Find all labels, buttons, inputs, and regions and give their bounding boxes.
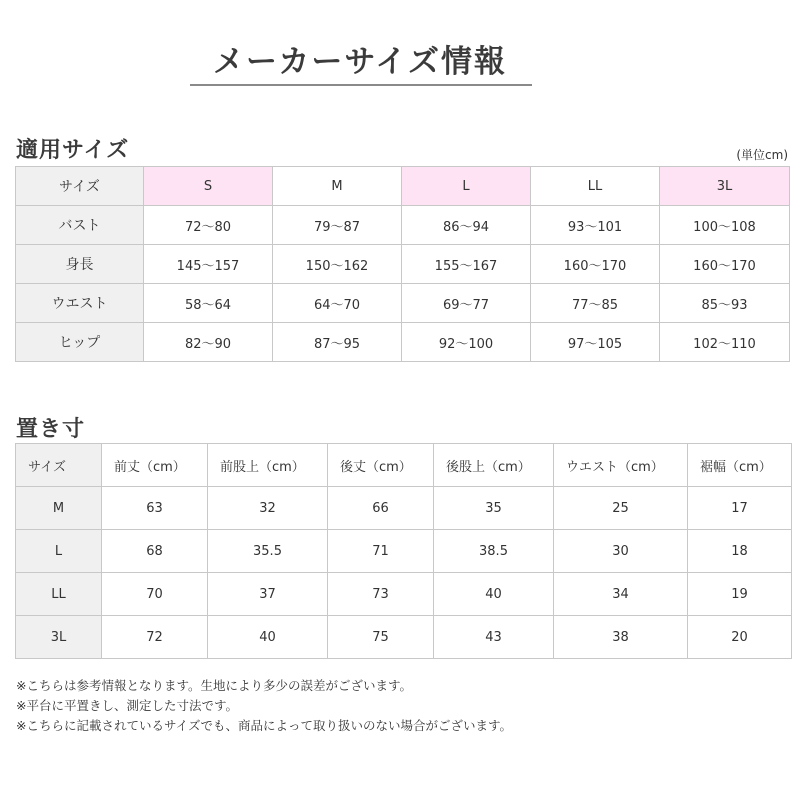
table-header-row [16, 444, 792, 487]
flat-measure-table [15, 443, 792, 659]
table-header-row [16, 167, 790, 206]
table-cell: 40 [434, 573, 554, 616]
table-cell: 82〜90 [144, 323, 273, 362]
table-cell: 73 [328, 573, 434, 616]
notes [16, 676, 512, 736]
note-line: ※こちらは参考情報となります。生地により多少の誤差がございます。 [16, 678, 412, 693]
row-label-bust: バスト [16, 206, 144, 245]
table-row [16, 573, 792, 616]
table-row [16, 245, 790, 284]
table-cell: 58〜64 [144, 284, 273, 323]
table-row [16, 487, 792, 530]
row-label-hip: ヒップ [16, 323, 144, 362]
size-l-header: L [402, 167, 531, 206]
table-cell: 155〜167 [402, 245, 531, 284]
row-size-label: L [16, 530, 102, 573]
table-cell: 64〜70 [273, 284, 402, 323]
table-row [16, 530, 792, 573]
header-cell: 前股上（cm） [208, 444, 328, 487]
fit-size-heading: 適用サイズ [16, 138, 130, 163]
row-size-label: M [16, 487, 102, 530]
size-ll-header: LL [531, 167, 660, 206]
table-cell: 102〜110 [660, 323, 790, 362]
header-cell: 後丈（cm） [328, 444, 434, 487]
table-cell: 87〜95 [273, 323, 402, 362]
table-cell: 25 [554, 487, 688, 530]
table-cell: 97〜105 [531, 323, 660, 362]
header-cell: 裾幅（cm） [688, 444, 792, 487]
page-title: メーカーサイズ情報 [213, 44, 507, 80]
table-cell: 86〜94 [402, 206, 531, 245]
table-cell: 66 [328, 487, 434, 530]
table-cell: 18 [688, 530, 792, 573]
table-row [16, 616, 792, 659]
table-cell: 17 [688, 487, 792, 530]
table-cell: 35 [434, 487, 554, 530]
header-cell: ウエスト（cm） [554, 444, 688, 487]
unit-note: (単位cm) [736, 148, 788, 162]
table-cell: 19 [688, 573, 792, 616]
table-row [16, 323, 790, 362]
table-cell: 72 [102, 616, 208, 659]
table-cell: 85〜93 [660, 284, 790, 323]
title-underline [190, 84, 532, 86]
table-cell: 20 [688, 616, 792, 659]
table-cell: 93〜101 [531, 206, 660, 245]
row-size-label: 3L [16, 616, 102, 659]
table-cell: 77〜85 [531, 284, 660, 323]
note-line: ※こちらに記載されているサイズでも、商品によって取り扱いのない場合がございます。 [16, 718, 512, 733]
table-cell: 72〜80 [144, 206, 273, 245]
table-row [16, 284, 790, 323]
header-cell: サイズ [16, 444, 102, 487]
fit-size-table [15, 166, 790, 362]
header-cell: 後股上（cm） [434, 444, 554, 487]
table-cell: 30 [554, 530, 688, 573]
row-label-waist: ウエスト [16, 284, 144, 323]
table-cell: 150〜162 [273, 245, 402, 284]
size-header-cell: サイズ [16, 167, 144, 206]
table-cell: 79〜87 [273, 206, 402, 245]
table-cell: 43 [434, 616, 554, 659]
table-cell: 68 [102, 530, 208, 573]
table-cell: 75 [328, 616, 434, 659]
row-label-height: 身長 [16, 245, 144, 284]
flat-measure-heading: 置き寸 [16, 417, 86, 442]
table-cell: 37 [208, 573, 328, 616]
table-cell: 34 [554, 573, 688, 616]
header-cell: 前丈（cm） [102, 444, 208, 487]
table-cell: 38.5 [434, 530, 554, 573]
table-cell: 160〜170 [660, 245, 790, 284]
table-cell: 71 [328, 530, 434, 573]
table-cell: 38 [554, 616, 688, 659]
table-cell: 145〜157 [144, 245, 273, 284]
table-cell: 100〜108 [660, 206, 790, 245]
table-cell: 63 [102, 487, 208, 530]
table-cell: 70 [102, 573, 208, 616]
note-line: ※平台に平置きし、測定した寸法です。 [16, 698, 238, 713]
size-s-header: S [144, 167, 273, 206]
table-cell: 69〜77 [402, 284, 531, 323]
table-cell: 160〜170 [531, 245, 660, 284]
table-row [16, 206, 790, 245]
size-3l-header: 3L [660, 167, 790, 206]
table-cell: 92〜100 [402, 323, 531, 362]
row-size-label: LL [16, 573, 102, 616]
size-m-header: M [273, 167, 402, 206]
table-cell: 32 [208, 487, 328, 530]
table-cell: 40 [208, 616, 328, 659]
table-cell: 35.5 [208, 530, 328, 573]
